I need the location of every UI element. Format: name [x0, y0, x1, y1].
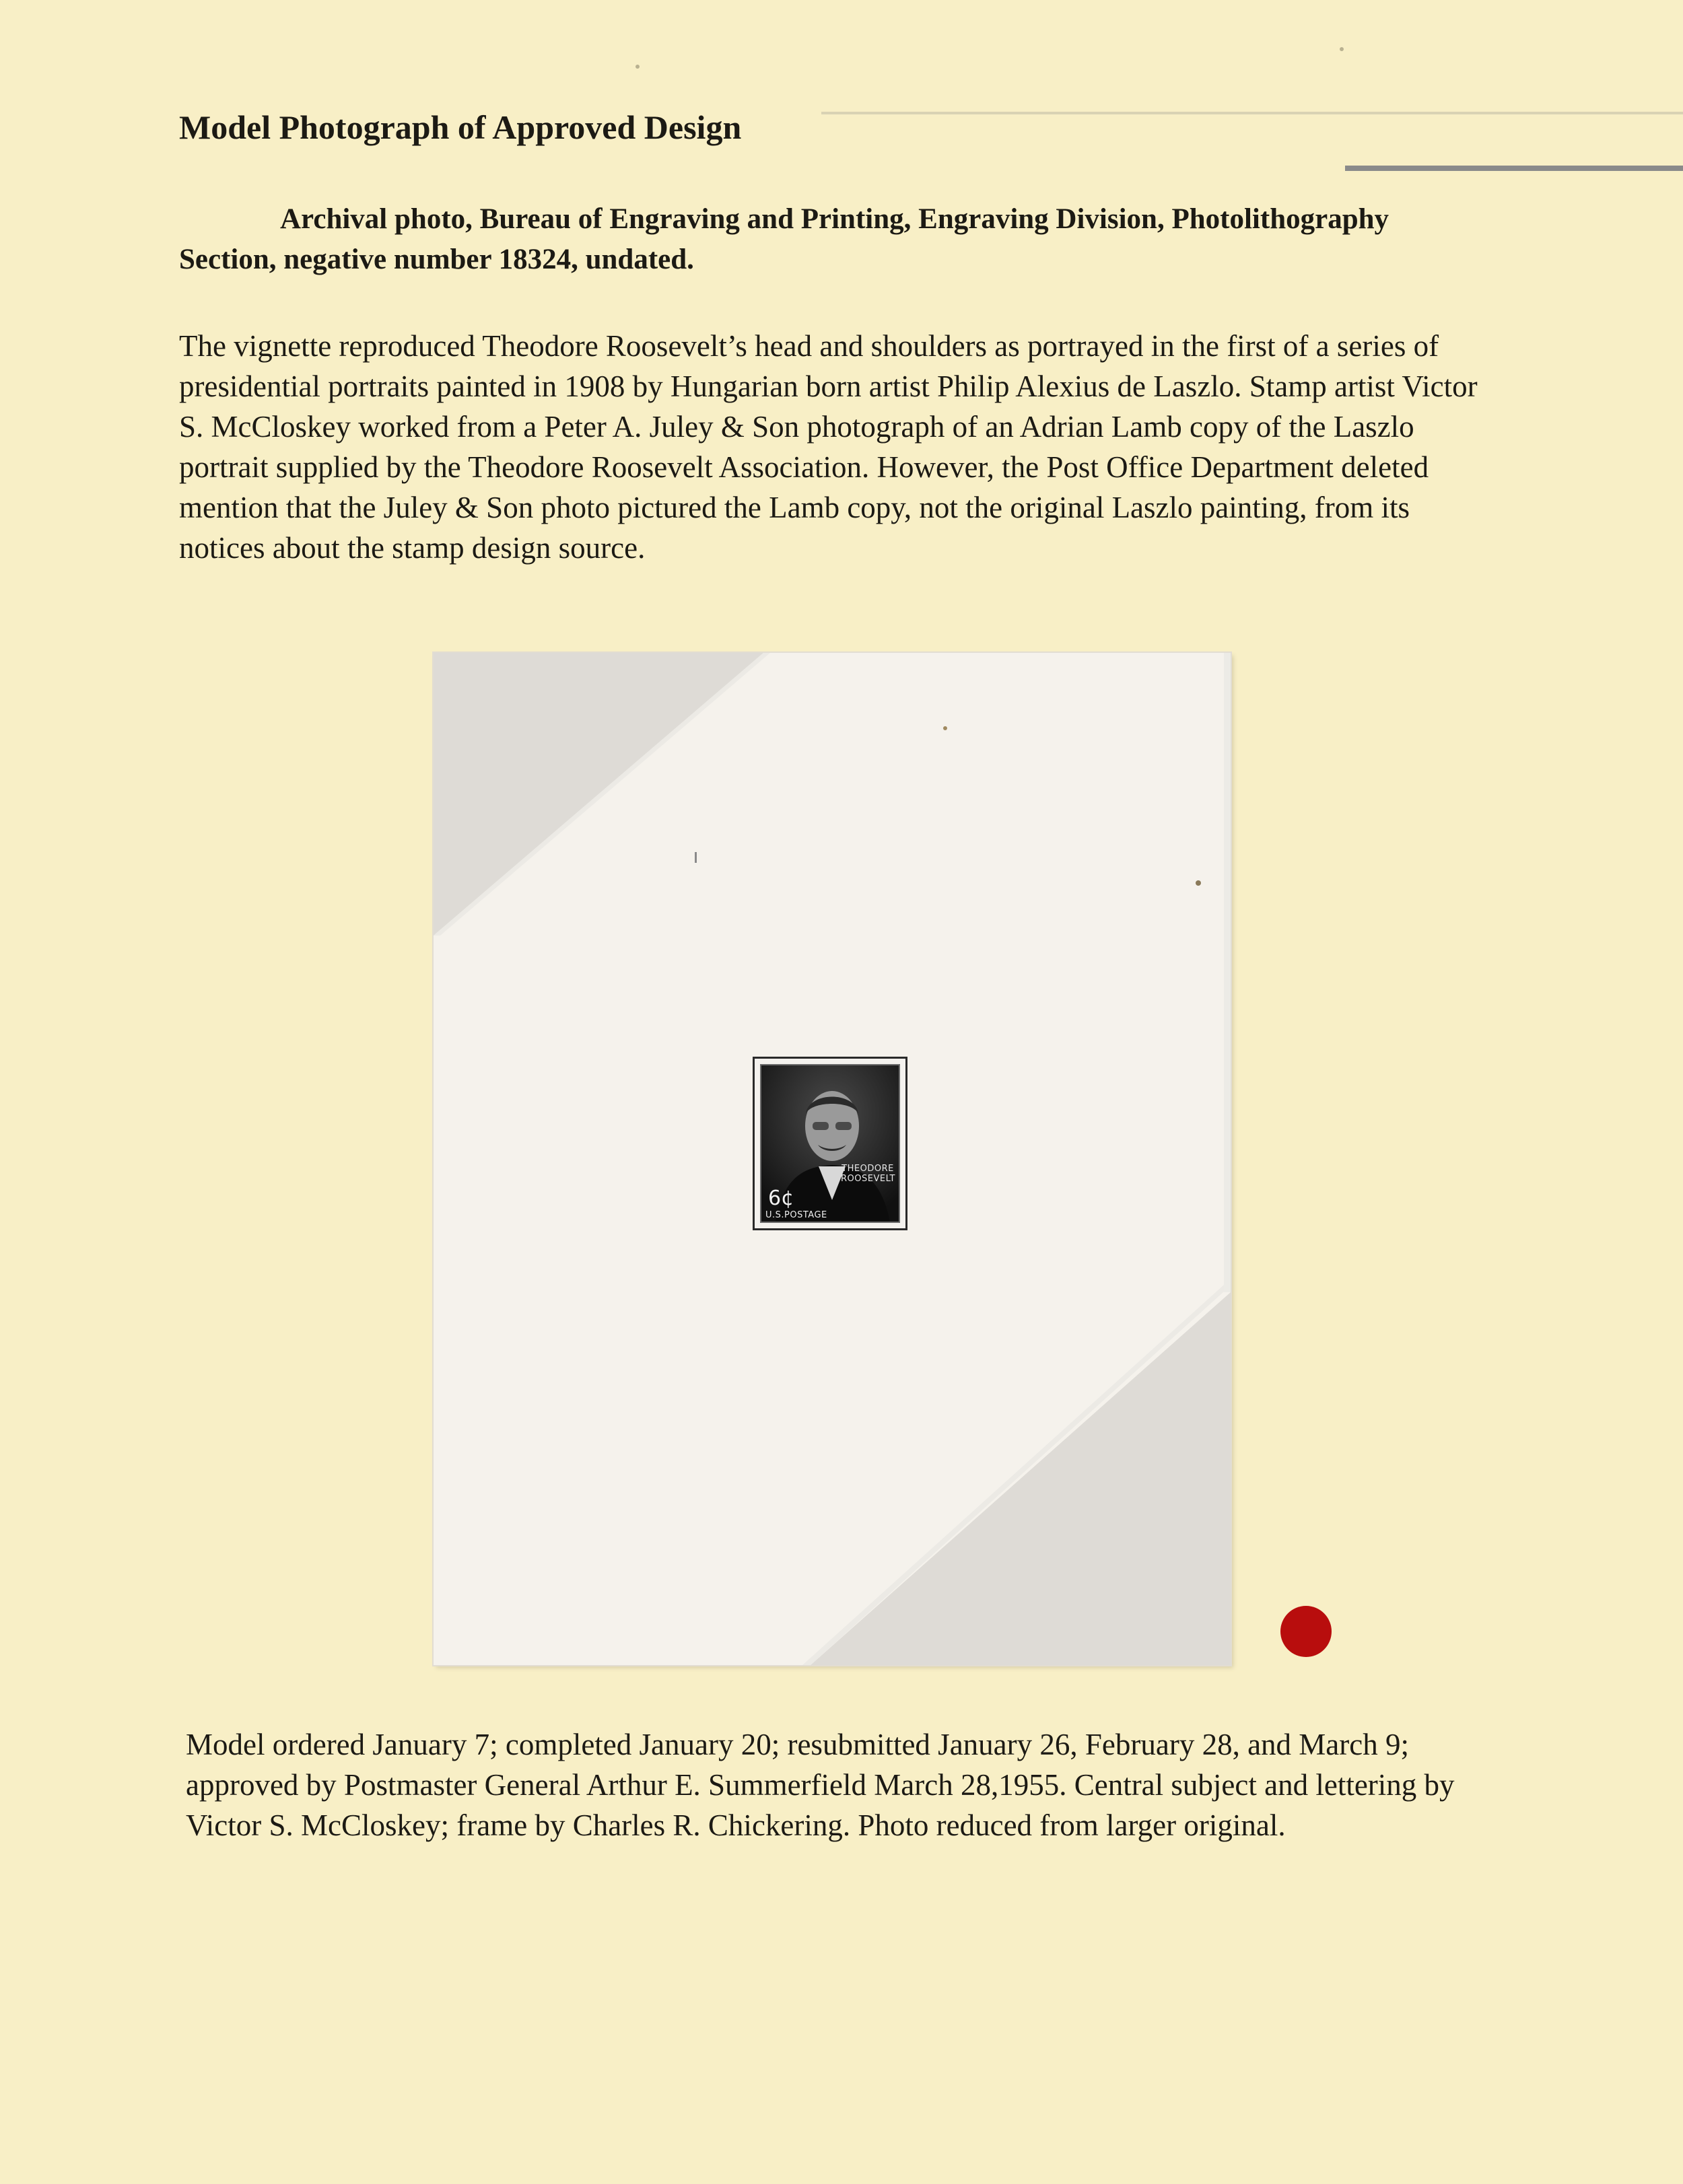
- paper-speck: [1340, 47, 1344, 51]
- model-history-caption: Model ordered January 7; completed January 20; resubmitted January 26, February 28, and March 9; approved by Postmaster General Arthur E. Summerfield March 28,1955. Central subject and lettering by Victor S. McCloskey; frame by Charles R. Chickering. Photo reduced from larger original.: [186, 1728, 1455, 1842]
- archival-source-note: Archival photo, Bureau of Engraving and Printing, Engraving Division, Photolithography Section, negative number 18324, undated.: [179, 203, 1389, 275]
- paper-speck: [636, 65, 640, 69]
- stamp-denomination: 6¢: [768, 1187, 794, 1210]
- stamp-vignette: [760, 1064, 900, 1223]
- top-rule-thick: [1345, 166, 1683, 171]
- stamp-postage-label: U.S.POSTAGE: [765, 1210, 827, 1220]
- page-title: Model Photograph of Approved Design: [179, 108, 742, 146]
- top-rule-thin: [821, 112, 1683, 114]
- vignette-description: The vignette reproduced Theodore Roosevelt’s head and shoulders as portrayed in the first of a series of presidential portraits painted in 1908 by Hungarian born artist Philip Alexius de Laszlo. Stamp artist Victor S. McCloskey worked from a Peter A. Juley & Son photograph of an Adrian Lamb copy of the Laszlo portrait supplied by the Theodore Roosevelt Association. However, the Post Office Department deleted mention that the Juley & Son photo pictured the Lamb copy, not the original Laszlo painting, from its notices about the stamp design source.: [179, 329, 1478, 565]
- red-marker-dot: [1280, 1606, 1332, 1657]
- stamp-model: [753, 1057, 907, 1230]
- stamp-portrait-name: THEODORE ROOSEVELT: [841, 1164, 895, 1184]
